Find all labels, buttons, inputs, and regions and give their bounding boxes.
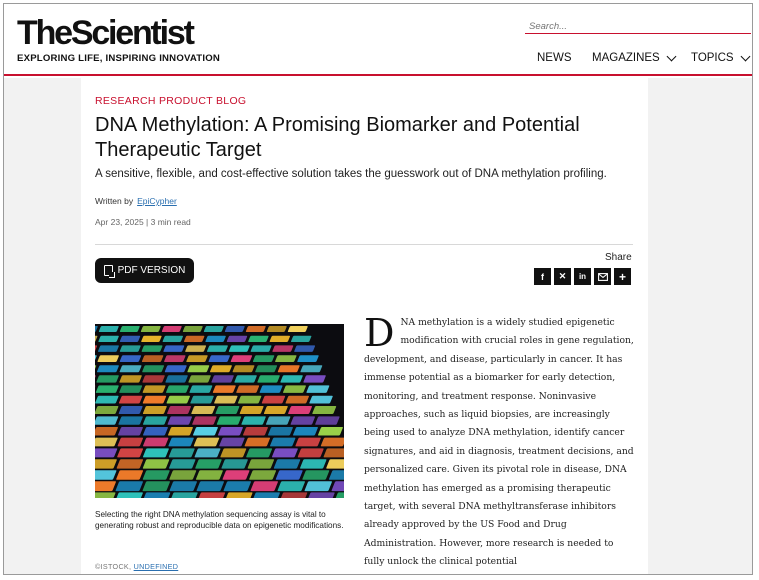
chevron-down-icon (740, 51, 750, 61)
facebook-icon[interactable]: f (534, 268, 551, 285)
pdf-version-button[interactable] (95, 258, 194, 283)
nav-magazines[interactable] (592, 50, 675, 66)
article-image (95, 324, 344, 498)
site-header (4, 4, 752, 76)
nav-topics[interactable] (691, 50, 749, 66)
x-icon[interactable]: ✕ (554, 268, 571, 285)
drop-cap: D (364, 311, 395, 355)
share-label: Share (605, 252, 632, 263)
logo-wordmark: TheScientist (17, 14, 193, 52)
email-icon[interactable] (594, 268, 611, 285)
plus-icon[interactable]: + (614, 268, 631, 285)
search-box (525, 16, 751, 34)
article-title: DNA Methylation: A Promising Biomarker and Potential Therapeutic Target (95, 114, 580, 161)
divider (95, 244, 633, 245)
methylation-tiles-image (95, 324, 344, 498)
chevron-down-icon (666, 51, 676, 61)
byline-prefix: Written by (95, 196, 134, 206)
nav-topics-label: TOPICS (691, 52, 734, 64)
nav-magazines-label: MAGAZINES (592, 52, 660, 64)
read-time: 3 min read (150, 217, 191, 227)
linkedin-icon[interactable]: in (574, 268, 591, 285)
article-body (364, 311, 634, 572)
image-caption: Selecting the right DNA methylation sequencing assay is vital to generating robust and reproducible data on epigenetic modifications. (95, 510, 344, 530)
search-input[interactable] (525, 18, 751, 35)
browser-frame (3, 3, 753, 575)
site-logo[interactable] (17, 16, 220, 64)
author-link[interactable]: EpiCypher (137, 196, 177, 206)
credit-prefix: ©ISTOCK, (95, 562, 134, 571)
byline (95, 196, 177, 206)
logo-tagline: EXPLORING LIFE, INSPIRING INNOVATION (17, 53, 220, 64)
article-container (81, 78, 648, 575)
nav-news-label: NEWS (537, 52, 572, 64)
document-icon (104, 265, 113, 276)
article-subtitle: A sensitive, flexible, and cost-effective solution takes the guesswork out of DNA methylation profiling. (95, 168, 607, 180)
nav-news[interactable] (537, 50, 572, 66)
article-meta: Apr 23, 2025 | 3 min read (95, 217, 191, 227)
image-credit (95, 562, 178, 571)
article-body-text: NA methylation is a widely studied epigenetic modification with crucial roles in gene regulation, development, and disease, particularly in cancer. It has immense potential as a biomarker for early detection, monitoring, and treatment response. Noninvasive approaches, such as liquid biopsies, are increasingly being used to analyze DNA methylation, identify cancer signatures, and aid in diagnosis, treatment decisions, and personalized care. Given its pivotal role in disease, DNA methylation has emerged as a promising therapeutic target, with several DNA methyltransferase inhibitors already approved by the US Food and Drug Administration. However, more research is needed to fully unlock the clinical potential (364, 317, 634, 568)
share-bar (534, 268, 631, 285)
article-category[interactable]: RESEARCH PRODUCT BLOG (95, 95, 247, 107)
credit-link[interactable]: UNDEFINED (133, 562, 179, 571)
pdf-version-label: PDF VERSION (117, 265, 186, 276)
publish-date: Apr 23, 2025 (95, 217, 144, 227)
